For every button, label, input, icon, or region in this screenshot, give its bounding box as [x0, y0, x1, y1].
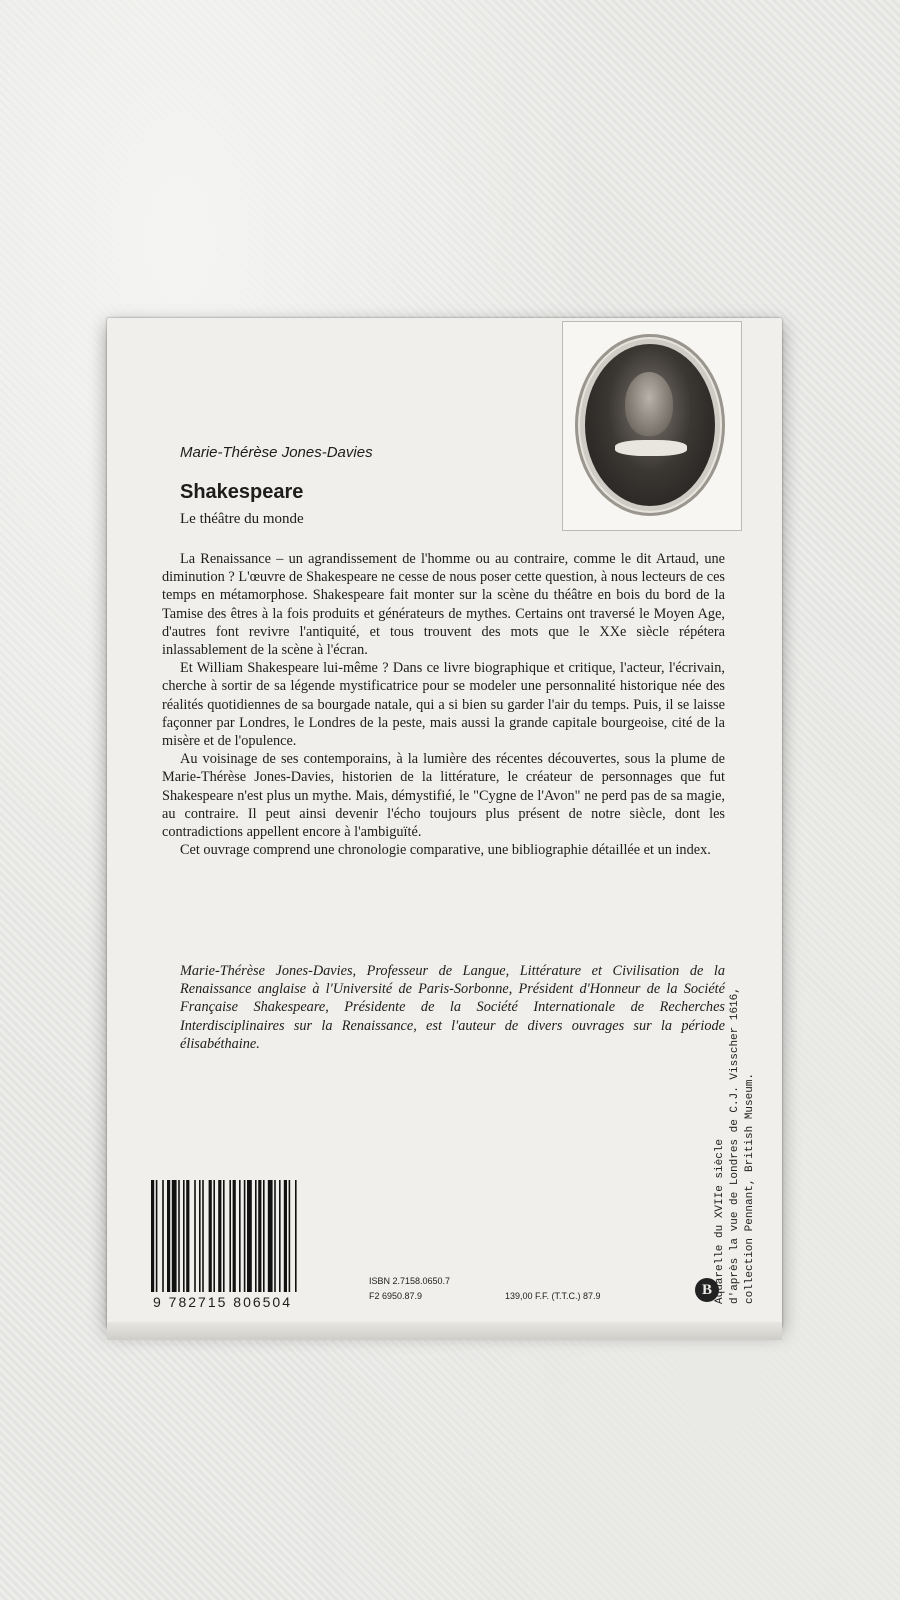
book-back-cover	[107, 318, 782, 1328]
barcode-bar	[178, 1180, 180, 1292]
barcode-bar	[229, 1180, 231, 1292]
blurb-paragraph: Cet ouvrage comprend une chronologie comparative, une bibliographie détaillée et un index.	[180, 842, 711, 859]
barcode-number: 9 782715 806504	[153, 1294, 292, 1310]
barcode-bar	[255, 1180, 257, 1292]
barcode	[149, 1180, 359, 1292]
barcode-bar	[183, 1180, 185, 1292]
barcode-bar	[258, 1180, 261, 1292]
barcode-bar	[202, 1180, 204, 1292]
barcode-bar	[268, 1180, 273, 1292]
barcode-bar	[167, 1180, 170, 1292]
book-subtitle: Le théâtre du monde	[180, 511, 304, 527]
barcode-bar	[162, 1180, 164, 1292]
isbn-label: ISBN 2.7158.0650.7	[369, 1276, 451, 1286]
barcode-bar	[172, 1180, 177, 1292]
author-name: Marie-Thérèse Jones-Davies	[180, 444, 373, 461]
credit-line: Aquarelle du XVIIe siècle	[714, 1138, 726, 1304]
barcode-bar	[218, 1180, 221, 1292]
barcode-bar	[289, 1180, 291, 1292]
author-bio: Marie-Thérèse Jones-Davies, Professeur de Langue, Littérature et Civilisation de la Renaissance anglaise à l'Université de Paris-Sorbonne, Président d'Honneur de la Société Française Shakespeare, Présidente de la Société Internationale de Recherches Interdisciplinaires sur la Renaissance, est l'auteur de divers ouvrages sur la période élisabéthaine.	[180, 963, 725, 1052]
blurb-text	[162, 550, 725, 859]
barcode-bar	[186, 1180, 189, 1292]
publisher-logo: B	[695, 1278, 719, 1302]
barcode-bar	[274, 1180, 276, 1292]
product-code: F2 6950.87.9	[369, 1291, 423, 1301]
barcode-bar	[279, 1180, 281, 1292]
barcode-bar	[223, 1180, 225, 1292]
barcode-bar	[263, 1180, 265, 1292]
barcode-bar	[209, 1180, 212, 1292]
portrait-collar	[615, 440, 687, 456]
barcode-bar	[156, 1180, 158, 1292]
credit-line: collection Pennant, British Museum.	[744, 1072, 756, 1304]
book-title: Shakespeare	[180, 481, 304, 503]
barcode-bar	[213, 1180, 215, 1292]
barcode-bar	[151, 1180, 154, 1292]
barcode-bar	[244, 1180, 246, 1292]
book-bottom-edge	[107, 1322, 782, 1340]
image-credit	[713, 934, 758, 1304]
barcode-bar	[295, 1180, 297, 1292]
portrait-image	[585, 344, 715, 506]
barcode-bar	[233, 1180, 236, 1292]
barcode-bar	[239, 1180, 241, 1292]
portrait-oval-frame	[575, 334, 725, 516]
price-label: 139,00 F.F. (T.T.C.) 87.9	[505, 1291, 601, 1301]
credit-line: d'après la vue de Londres de C.J. Visscher 1616,	[729, 987, 741, 1304]
barcode-bar	[194, 1180, 196, 1292]
barcode-bar	[247, 1180, 252, 1292]
blurb-paragraph: La Renaissance – un agrandissement de l'homme ou au contraire, comme le dit Artaud, une diminution ? L'œuvre de Shakespeare ne cesse de nous poser cette question, à nous lecteurs de ces temps en métamorphose. Shakespeare fait monter sur la scène du théâtre en bois du bord de la Tamise des êtres à la fois produits et générateurs de mythes. Certains ont traversé le Moyen Age, d'autres font revivre l'antiquité, et tous trouvent des mots que le XXe siècle répétera inlassablement de la scène à l'écran.	[162, 551, 725, 659]
blurb-paragraph: Au voisinage de ses contemporains, à la lumière des récentes découvertes, sous la plume de Marie-Thérèse Jones-Davies, historien de la littérature, le créateur de personnages que fut Shakespeare n'est plus un mythe. Mais, démystifié, le "Cygne de l'Avon" ne perd pas de sa magie, au contraire. Il peut ainsi devenir l'écho toujours plus présent de notre siècle, dont les contradictions appellent encore à l'ambiguïté.	[162, 751, 725, 841]
portrait-face	[625, 372, 673, 436]
shakespeare-portrait	[562, 321, 742, 531]
blurb-paragraph: Et William Shakespeare lui-même ? Dans ce livre biographique et critique, l'acteur, l'écrivain, cherche à sortir de sa légende mystificatrice pour se modeler une personnalité historique née des réalités quotidiennes de sa bourgade natale, qui a si bien su garder l'air du temps. Puis, il se laisse façonner par Londres, le Londres de la peste, mais aussi la grande capitale bourgeoise, cité de la misère et de l'opulence.	[162, 660, 725, 750]
barcode-bar	[199, 1180, 201, 1292]
barcode-bar	[284, 1180, 287, 1292]
